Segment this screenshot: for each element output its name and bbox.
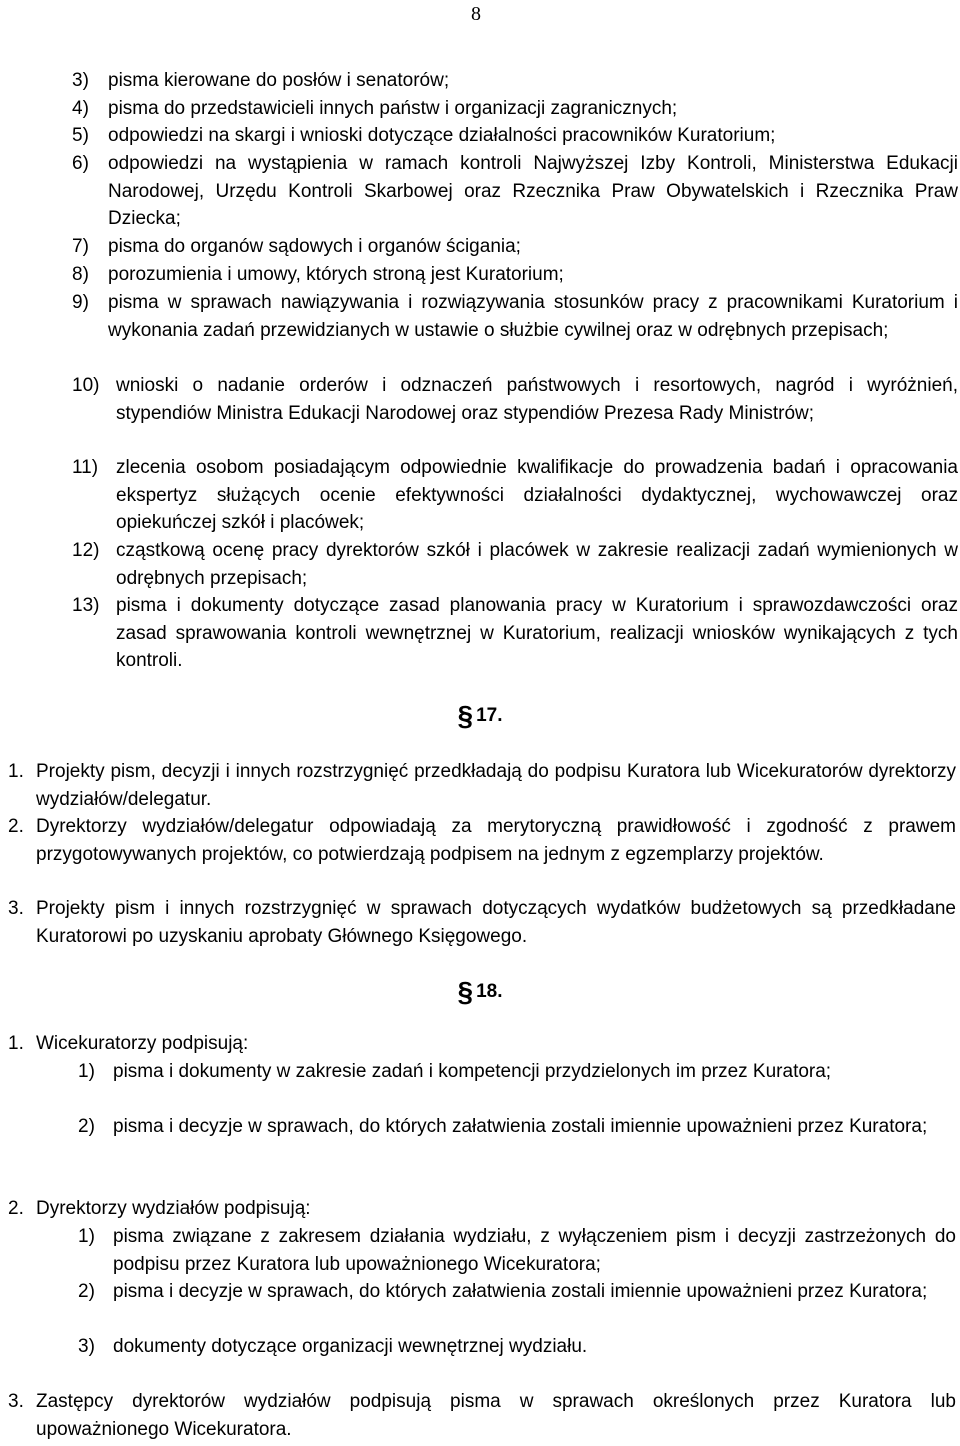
paragraph-number: 3.: [8, 898, 24, 919]
list-item-number: 4): [72, 98, 89, 119]
paragraph-text: Dyrektorzy wydziałów/delegatur odpowiadają za merytoryczną prawidłowość i zgodność z prawem przygotowywanych projektów, co potwierdzają podpisem na jednym z egzemplarzy projektów.: [36, 816, 956, 865]
list-item-number: 5): [72, 125, 89, 146]
section-number: 18.: [476, 981, 503, 1002]
paragraph-text: Projekty pism, decyzji i innych rozstrzygnięć przedkładają do podpisu Kuratora lub Wicekuratorów dyrektorzy wydziałów/delegatur.: [36, 761, 956, 810]
list-item-text: dokumenty dotyczące organizacji wewnętrznej wydziału.: [113, 1336, 588, 1357]
list-item: [72, 67, 958, 95]
list-item-text: odpowiedzi na wystąpienia w ramach kontroli Najwyższej Izby Kontroli, Ministerstwa Edukacji Narodowej, Urzędu Kontroli Skarbowej oraz Rzecznika Praw Obywatelskich i Rzecznika Praw Dziecka;: [108, 153, 958, 229]
list-item-number: 8): [72, 264, 89, 285]
list-item-text: odpowiedzi na skargi i wnioski dotyczące działalności pracowników Kuratorium;: [108, 125, 776, 146]
list-item-number: 7): [72, 236, 89, 257]
list-item: [78, 1278, 956, 1306]
paragraph-text: Wicekuratorzy podpisują:: [36, 1033, 249, 1054]
list-item-number: 13): [72, 595, 100, 616]
list-item: [72, 233, 958, 261]
list-item-number: 3): [72, 70, 89, 91]
section-heading-17: [440, 702, 520, 729]
list-item: [72, 372, 958, 427]
list-item: [72, 122, 958, 150]
section-heading-18: [440, 978, 520, 1005]
list-item-text: pisma i decyzje w sprawach, do których załatwienia zostali imiennie upoważnieni przez Kuratora;: [113, 1281, 928, 1302]
list-item-text: pisma do organów sądowych i organów ścigania;: [108, 236, 521, 257]
list-item-text: cząstkową ocenę pracy dyrektorów szkół i placówek w zakresie realizacji zadań wymienionych w odrębnych przepisach;: [116, 540, 958, 589]
list-item-text: pisma i dokumenty w zakresie zadań i kompetencji przydzielonych im przez Kuratora;: [113, 1061, 832, 1082]
list-item-text: pisma w sprawach nawiązywania i rozwiązywania stosunków pracy z pracownikami Kuratorium i wykonania zadań przewidzianych w ustawie o służbie cywilnej oraz w odrębnych przepisach;: [108, 292, 958, 341]
paragraph-number: 2.: [8, 816, 24, 837]
paragraph-number: 2.: [8, 1198, 24, 1219]
paragraph-text: Projekty pism i innych rozstrzygnięć w sprawach dotyczących wydatków budżetowych są przedkładane Kuratorowi po uzyskaniu aprobaty Głównego Księgowego.: [36, 898, 956, 947]
list-item: [78, 1223, 956, 1278]
paragraph-number: 1.: [8, 761, 24, 782]
list-item-number: 12): [72, 540, 100, 561]
list-item: [78, 1333, 956, 1361]
list-item-text: pisma i decyzje w sprawach, do których załatwienia zostali imiennie upoważnieni przez Kuratora;: [113, 1116, 928, 1137]
list-item: [72, 537, 958, 592]
paragraph: [8, 813, 956, 868]
list-item: [72, 592, 958, 675]
paragraph: [8, 1388, 956, 1443]
list-item-number: 2): [78, 1116, 95, 1137]
list-item-text: zlecenia osobom posiadającym odpowiednie kwalifikacje do prowadzenia badań i opracowania ekspertyz służących ocenie efektywności działalności dydaktycznej, wychowawczej oraz opiekuńczej szkół i placówek;: [116, 457, 958, 533]
list-item-text: pisma kierowane do posłów i senatorów;: [108, 70, 450, 91]
paragraph-number: 3.: [8, 1391, 24, 1412]
paragraph: [8, 758, 956, 813]
list-item: [72, 150, 958, 233]
paragraph: [8, 1030, 956, 1058]
list-item: [72, 289, 958, 344]
list-item-text: wnioski o nadanie orderów i odznaczeń państwowych i resortowych, nagród i wyróżnień, stypendiów Ministra Edukacji Narodowej oraz stypendiów Prezesa Rady Ministrów;: [116, 375, 958, 424]
list-item-text: pisma i dokumenty dotyczące zasad planowania pracy w Kuratorium i sprawozdawczości oraz zasad sprawowania kontroli wewnętrznej w Kuratorium, realizacji wniosków wynikających z tych kontroli.: [116, 595, 958, 671]
list-item-number: 1): [78, 1226, 95, 1247]
page-number: 8: [471, 3, 481, 25]
paragraph: [8, 1195, 956, 1223]
list-item-number: 10): [72, 375, 100, 396]
paragraph-text: Zastępcy dyrektorów wydziałów podpisują pisma w sprawach określonych przez Kuratora lub upoważnionego Wicekuratora.: [36, 1391, 956, 1440]
list-item: [72, 95, 958, 123]
list-item: [72, 261, 958, 289]
paragraph: [8, 895, 956, 950]
list-item: [78, 1113, 956, 1141]
list-item-number: 3): [78, 1336, 95, 1357]
list-item-text: porozumienia i umowy, których stroną jest Kuratorium;: [108, 264, 564, 285]
list-item-number: 1): [78, 1061, 95, 1082]
section-number: 17.: [476, 705, 503, 726]
section-symbol: §: [457, 700, 474, 731]
list-item-number: 2): [78, 1281, 95, 1302]
list-item-text: pisma do przedstawicieli innych państw i organizacji zagranicznych;: [108, 98, 678, 119]
paragraph-text: Dyrektorzy wydziałów podpisują:: [36, 1198, 311, 1219]
section-symbol: §: [457, 976, 474, 1007]
list-item-number: 6): [72, 153, 89, 174]
list-item-text: pisma związane z zakresem działania wydziału, z wyłączeniem pism i decyzji zastrzeżonych do podpisu przez Kuratora lub upoważnionego Wicekuratora;: [113, 1226, 956, 1275]
list-item-number: 9): [72, 292, 89, 313]
list-item-number: 11): [72, 457, 99, 478]
paragraph-number: 1.: [8, 1033, 24, 1054]
list-item: [72, 454, 958, 537]
list-item: [78, 1058, 956, 1086]
